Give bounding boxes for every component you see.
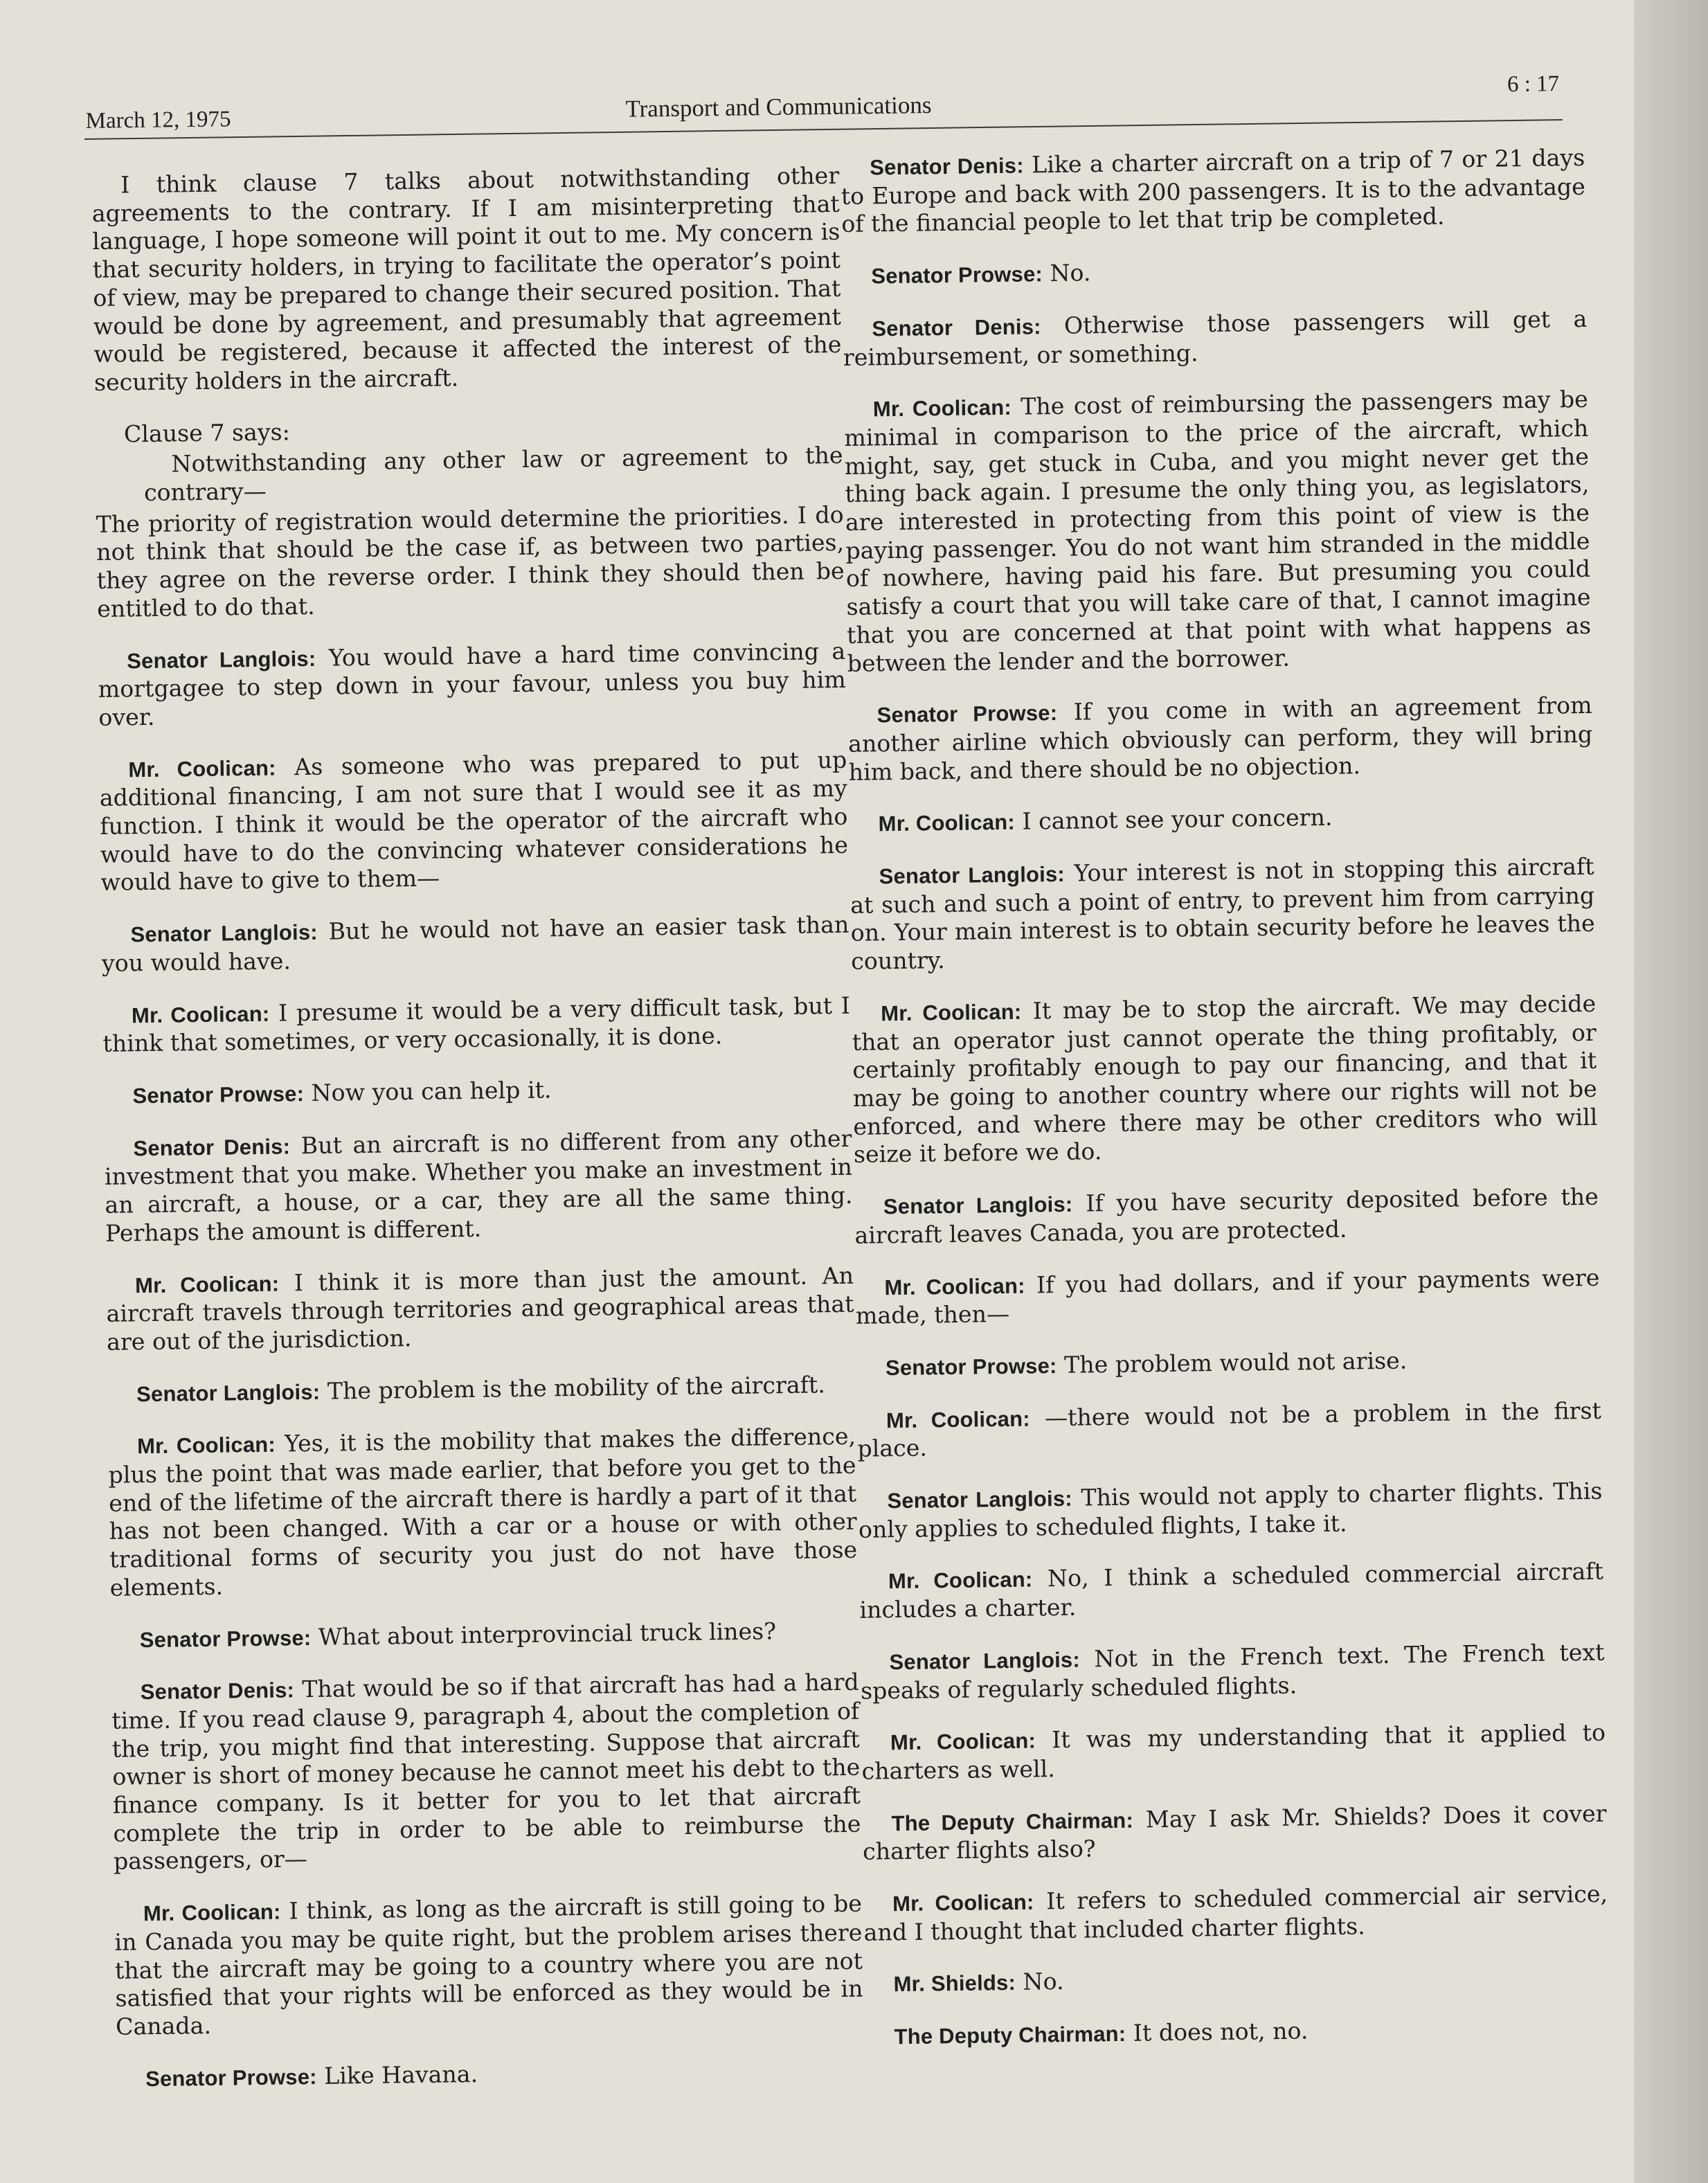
speaker-name: Senator Denis: — [133, 1134, 291, 1161]
paragraph: The priority of registration would determine the priorities. I do not think that should be the case if, as between two parties, they agree on the reverse order. I think they should then be entitled to do that. — [96, 501, 845, 622]
speaker-name: Senator Langlois: — [130, 919, 318, 947]
left-column — [91, 162, 865, 2117]
speaker-paragraph: Mr. Coolican: I cannot see your concern. — [878, 804, 1333, 836]
speaker-paragraph: Mr. Coolican: It may be to stop the aircraft. We may decide that an operator just cannot operate the thing profitably, or certainly profitably enough to pay our financing, and that it may be going to another country where our rights will not be enforced, and where there may be other creditors who will seize it before we do. — [852, 989, 1598, 1169]
speaker-paragraph: Senator Denis: Like a charter aircraft on a trip of 7 or 21 days to Europe and back with 200 passengers. It is to the advantage of the financial people to let that trip be completed. — [840, 143, 1585, 238]
speaker-name: Senator Langlois: — [887, 1486, 1073, 1513]
speaker-name: Mr. Coolican: — [888, 1567, 1033, 1594]
speaker-name: Senator Prowse: — [132, 1081, 305, 1108]
speaker-paragraph: Mr. Coolican: No, I think a scheduled commercial aircraft includes a charter. — [859, 1558, 1604, 1624]
speaker-paragraph: Senator Langlois: But he would not have an easier task than you would have. — [101, 910, 849, 977]
speaker-paragraph: Senator Langlois: The problem is the mobility of the aircraft. — [136, 1370, 826, 1406]
header-date: March 12, 1975 — [85, 107, 231, 134]
speaker-paragraph: Senator Prowse: No. — [871, 259, 1091, 289]
speaker-paragraph: Senator Denis: Otherwise those passengers will get a reimbursement, or something. — [843, 305, 1588, 371]
speaker-paragraph: Senator Langlois: This would not apply to charter flights. This only applies to scheduled flights, I take it. — [858, 1477, 1603, 1543]
header-title: Transport and Communications — [625, 91, 932, 123]
speaker-name: Senator Langlois: — [889, 1647, 1081, 1675]
speaker-name: Senator Langlois: — [879, 861, 1066, 889]
paragraph: Clause 7 says: — [123, 417, 291, 448]
speaker-paragraph: The Deputy Chairman: May I ask Mr. Shields? Does it cover charter flights also? — [862, 1799, 1607, 1866]
speaker-name: Senator Langlois: — [127, 646, 316, 673]
right-column — [840, 144, 1610, 2076]
speaker-name: Mr. Coolican: — [878, 810, 1016, 836]
speaker-paragraph: Mr. Coolican: The cost of reimbursing the passengers may be minimal in comparison to the price of the aircraft, which might, say, get stuck in Cuba, and you might never get the thing back again. I presume the only thing you, as legislators, are interested in protecting from this point of view is the paying passenger. You do not want him stranded in the middle of nowhere, having paid his fare. But presuming you could satisfy a court that you will take care of that, I cannot imagine that you are concerned at that point with what happens as between the lender and the borrower. — [844, 386, 1592, 677]
speaker-paragraph: Mr. Coolican: If you had dollars, and if your payments were made, then— — [855, 1264, 1600, 1330]
block-quote: Notwithstanding any other law or agreement to the contrary— — [143, 442, 843, 507]
speaker-name: Senator Denis: — [872, 314, 1041, 341]
speaker-paragraph: The Deputy Chairman: It does not, no. — [894, 2017, 1309, 2049]
speaker-name: Senator Denis: — [140, 1678, 295, 1705]
speaker-paragraph: Mr. Coolican: I think it is more than just the amount. An aircraft travels through territories and geographical areas that are out of the jurisdiction. — [106, 1261, 854, 1356]
speaker-name: Mr. Coolican: — [134, 1271, 280, 1297]
speaker-name: Mr. Coolican: — [872, 395, 1012, 422]
speaker-paragraph: Mr. Coolican: Yes, it is the mobility that makes the difference, plus the point that was made earlier, that before you get to the end of the lifetime of the aircraft there is hardly a part of it that has not been changed. With a car or a house or with other traditional forms of security you just do not have those elements. — [108, 1423, 858, 1601]
speaker-name: Senator Prowse: — [877, 701, 1058, 728]
speaker-name: Mr. Coolican: — [881, 999, 1022, 1026]
speaker-paragraph: Senator Denis: That would be so if that aircraft has had a hard time. If you read clause 9, paragraph 4, about the completion of the trip, you might find that interesting. Suppose that aircraft owner is short of money because he cannot meet his debt to the finance company. Is it better for you to let that aircraft complete the trip in order to be able to reimburse the passengers, or— — [111, 1668, 861, 1876]
speaker-name: Senator Langlois: — [883, 1192, 1073, 1219]
speaker-paragraph: Senator Prowse: What about interprovincial truck lines? — [139, 1617, 777, 1652]
speaker-name: Mr. Coolican: — [892, 1889, 1034, 1916]
speaker-name: Mr. Coolican: — [886, 1406, 1031, 1432]
speaker-name: Mr. Shields: — [893, 1970, 1016, 1997]
speaker-name: Mr. Coolican: — [143, 1899, 281, 1926]
paragraph: I think clause 7 talks about notwithstanding other agreements to the contrary. If I am misinterpreting that language, I hope someone will point it out to me. My concern is that security holders, in trying to facilitate the operator’s point of view, may be prepared to change their secured position. That would be done by agreement, and presumably that agreement would be registered, because it affected the interest of the security holders in the aircraft. — [91, 161, 842, 396]
speaker-paragraph: Senator Langlois: Not in the French text. The French text speaks of regularly scheduled flights. — [860, 1638, 1605, 1705]
speaker-paragraph: Mr. Coolican: I think, as long as the aircraft is still going to be in Canada you may be quite right, but the problem arises there that the aircraft may be going to a country where you are not satisfied that your rights will be enforced as they would be in Canada. — [114, 1889, 863, 2040]
speaker-paragraph: Mr. Shields: No. — [893, 1968, 1064, 1997]
speaker-name: Senator Prowse: — [145, 2064, 317, 2091]
speaker-paragraph: Senator Langlois: Your interest is not in stopping this aircraft at such and such a point of entry, to prevent him from carrying on. Your main interest is to obtain security before he leaves the country. — [849, 852, 1595, 976]
speaker-paragraph: Senator Langlois: If you have security deposited before the aircraft leaves Canada, you are protected. — [854, 1183, 1599, 1249]
speaker-name: Senator Prowse: — [139, 1625, 312, 1652]
speaker-paragraph: Mr. Coolican: It was my understanding that it applied to charters as well. — [861, 1718, 1606, 1785]
speaker-name: Mr. Coolican: — [136, 1432, 276, 1459]
speaker-name: Senator Prowse: — [885, 1353, 1057, 1381]
speaker-name: The Deputy Chairman: — [891, 1808, 1134, 1835]
speaker-name: Senator Langlois: — [136, 1379, 321, 1406]
speaker-paragraph: Senator Prowse: Now you can help it. — [132, 1076, 552, 1108]
speaker-paragraph: Senator Prowse: Like Havana. — [145, 2060, 478, 2091]
speaker-name: Mr. Coolican: — [131, 1001, 270, 1027]
speaker-paragraph: Senator Langlois: You would have a hard time convincing a mortgagee to step down in your favour, unless you buy him over. — [98, 637, 846, 731]
speaker-name: Mr. Coolican: — [128, 755, 276, 782]
speaker-name: The Deputy Chairman: — [894, 2021, 1126, 2049]
speaker-paragraph: Mr. Coolican: I presume it would be a very difficult task, but I think that sometimes, or very occasionally, it is done. — [102, 991, 851, 1058]
speaker-paragraph: Mr. Coolican: It refers to scheduled commercial air service, and I thought that included charter flights. — [863, 1880, 1608, 1946]
page-edge-shadow — [1634, 0, 1708, 2183]
speaker-name: Mr. Coolican: — [884, 1273, 1025, 1300]
speaker-paragraph: Mr. Coolican: As someone who was prepared to put up additional financing, I am not sure that I would see it as my function. I think it would be the operator of the aircraft who would have to do the convincing whatever considerations he would have to give to them— — [99, 746, 849, 897]
header-page-number: 6 : 17 — [1507, 71, 1560, 98]
speaker-name: Senator Denis: — [870, 153, 1024, 180]
speaker-name: Senator Prowse: — [871, 262, 1043, 289]
speaker-paragraph: Senator Prowse: If you come in with an agreement from another airline which obviously can perform, they will bring him back, and there should be no objection. — [847, 692, 1593, 786]
speaker-name: Mr. Coolican: — [890, 1728, 1036, 1755]
running-header — [84, 55, 1563, 140]
speaker-paragraph: Mr. Coolican: —there would not be a problem in the first place. — [857, 1396, 1602, 1463]
speaker-paragraph: Senator Denis: But an aircraft is no different from any other investment that you make. Whether you make an investment in an aircraft, a house, or a car, they are all the same thing. Perhaps the amount is different. — [104, 1124, 853, 1247]
speaker-paragraph: Senator Prowse: The problem would not arise. — [885, 1347, 1408, 1381]
